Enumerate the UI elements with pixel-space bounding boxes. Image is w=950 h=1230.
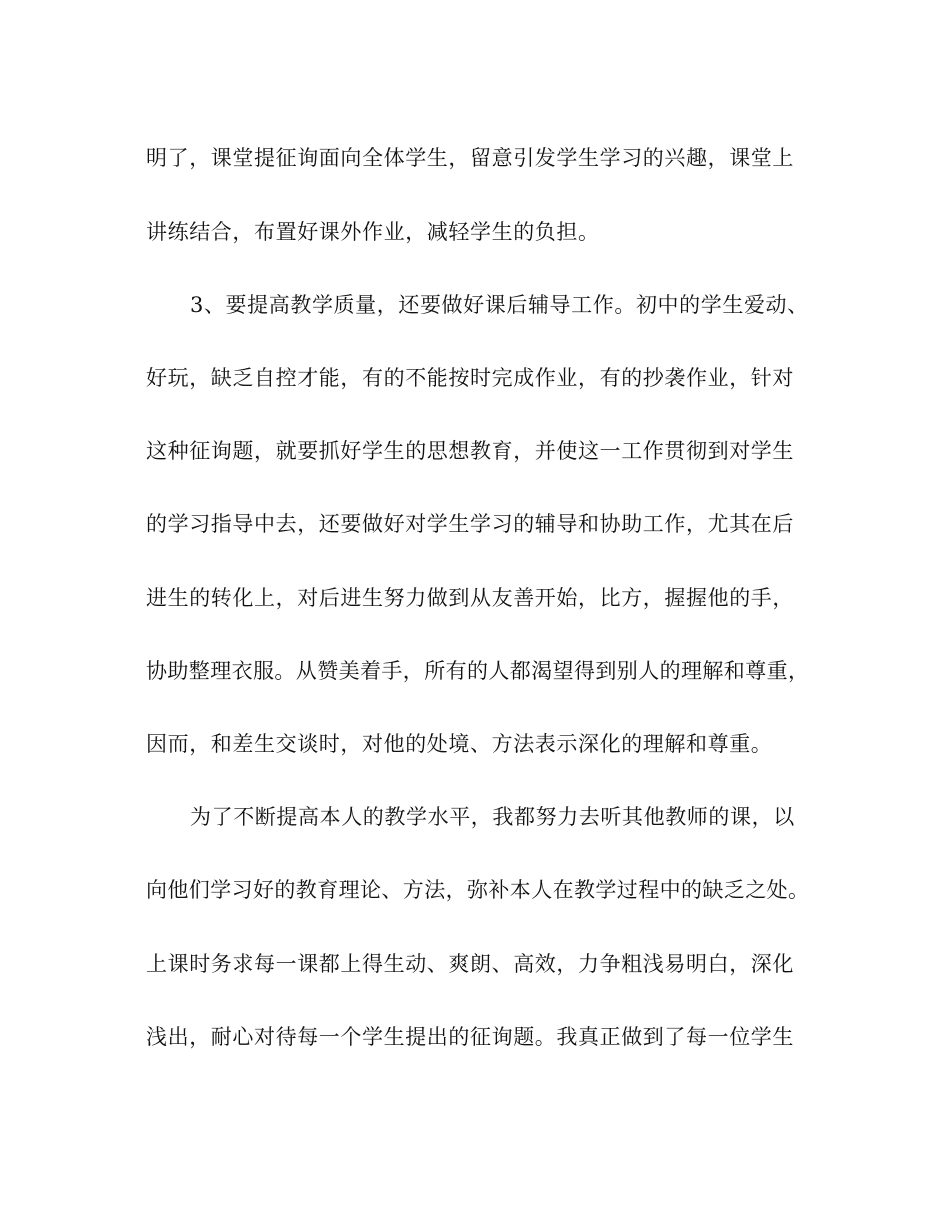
text-line: 浅出，耐心对待每一个学生提出的征询题。我真正做到了每一位学生 [146,1025,794,1049]
text-line: 好玩，缺乏自控才能，有的不能按时完成作业，有的抄袭作业，针对 [146,366,794,390]
paragraph-start-line: 为了不断提高本人的教学水平，我都努力去听其他教师的课，以 [190,805,795,829]
text-line: 向他们学习好的教育理论、方法，弥补本人在教学过程中的缺乏之处。 [146,878,810,902]
text-line: 明了，课堂提征询面向全体学生，留意引发学生学习的兴趣，课堂上 [146,146,794,170]
text-line: 上课时务求每一课都上得生动、爽朗、高效，力争粗浅易明白，深化 [146,952,794,976]
text-line: 进生的转化上，对后进生努力做到从友善开始，比方，握握他的手， [146,586,794,610]
text-line: 因而，和差生交谈时，对他的处境、方法表示深化的理解和尊重。 [146,732,773,756]
text-line: 的学习指导中去，还要做好对学生学习的辅导和协助工作，尤其在后 [146,512,794,536]
text-line: 协助整理衣服。从赞美着手，所有的人都渴望得到别人的理解和尊重， [146,659,810,683]
text-line: 讲练结合，布置好课外作业，减轻学生的负担。 [146,220,600,244]
paragraph-start-line: 3、要提高教学质量，还要做好课后辅导工作。初中的学生爱动、 [190,293,809,317]
text-line: 这种征询题，就要抓好学生的思想教育，并使这一工作贯彻到对学生 [146,439,794,463]
